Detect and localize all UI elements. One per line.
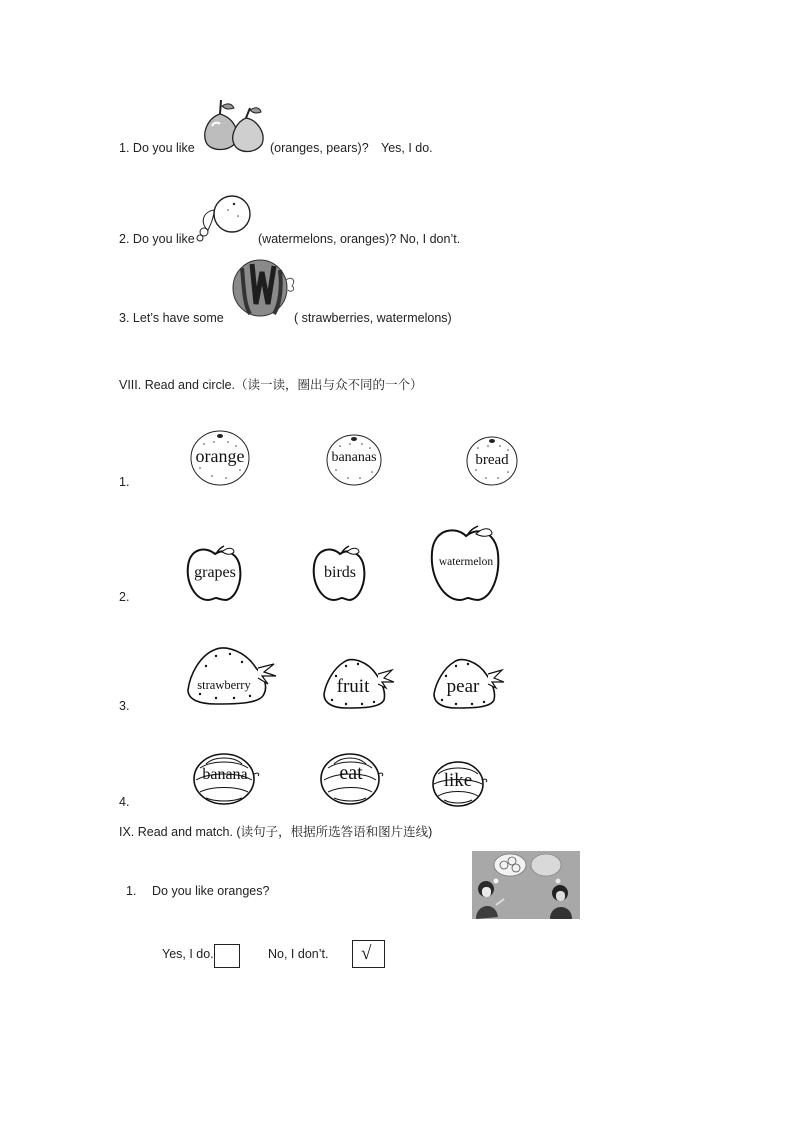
apple-card-watermelon[interactable] (430, 522, 502, 602)
q3-text: Let’s have some (132, 311, 224, 325)
orange-picture (194, 190, 254, 246)
word-like: like (443, 770, 473, 791)
answer-yes-label: Yes, I do. (162, 947, 214, 961)
row1-number: 1. (119, 475, 130, 489)
check-mark: √ (361, 943, 372, 964)
word-strawberry: strawberry (197, 678, 251, 692)
q1-text: Do you like (132, 141, 195, 155)
answer-no-label: No, I don’t. (268, 947, 329, 961)
watermelon-picture (230, 258, 298, 318)
q1-answer: Yes, I do. (381, 141, 433, 155)
orange-card-orange[interactable] (190, 430, 250, 486)
word-eat: eat (339, 762, 363, 784)
answer-no-box[interactable] (352, 940, 385, 968)
pears-picture (198, 96, 268, 156)
word-birds: birds (324, 564, 356, 581)
word-grapes: grapes (194, 564, 236, 581)
children-thinking-picture (472, 851, 580, 919)
watermelon-card-like[interactable] (432, 760, 492, 808)
q3-choices: ( strawberries, watermelons) (294, 311, 452, 325)
word-fruit: fruit (336, 676, 370, 697)
word-watermelon: watermelon (438, 556, 494, 568)
q1-number: 1. (119, 141, 130, 155)
q2-text: Do you like (132, 232, 195, 246)
word-pear: pear (446, 676, 480, 697)
orange-card-bread[interactable] (466, 436, 518, 486)
q2-rest: (watermelons, oranges)? No, I don’t. (258, 232, 461, 246)
orange-card-bananas[interactable] (326, 434, 382, 486)
word-bread: bread (475, 452, 509, 468)
q3-number: 3. (119, 311, 130, 325)
word-bananas: bananas (331, 450, 377, 465)
strawberry-card-fruit[interactable] (322, 656, 396, 710)
section-viii-heading: VIII. Read and circle.（读一读，圈出与众不同的一个） (119, 378, 423, 392)
strawberry-card-strawberry[interactable] (186, 644, 278, 708)
q3-line (119, 311, 224, 325)
apple-card-grapes[interactable] (186, 544, 244, 602)
q2-line (119, 232, 195, 246)
row3-number: 3. (119, 699, 130, 713)
answer-yes-box[interactable] (214, 944, 240, 968)
apple-card-birds[interactable] (312, 544, 368, 602)
section-ix-heading: IX. Read and match. (读句子，根据所选答语和图片连线) (119, 825, 433, 839)
word-orange: orange (195, 446, 245, 466)
q2-number: 2. (119, 232, 130, 246)
watermelon-card-banana[interactable] (192, 752, 262, 806)
word-banana: banana (202, 766, 248, 783)
q1-choices: (oranges, pears)? (270, 141, 369, 155)
strawberry-card-pear[interactable] (432, 656, 506, 710)
q1-line (119, 141, 195, 155)
row2-number: 2. (119, 590, 130, 604)
ix-q1-number: 1. (126, 884, 137, 898)
watermelon-card-eat[interactable] (320, 752, 386, 806)
ix-q1-text: Do you like oranges? (152, 884, 270, 898)
row4-number: 4. (119, 795, 130, 809)
